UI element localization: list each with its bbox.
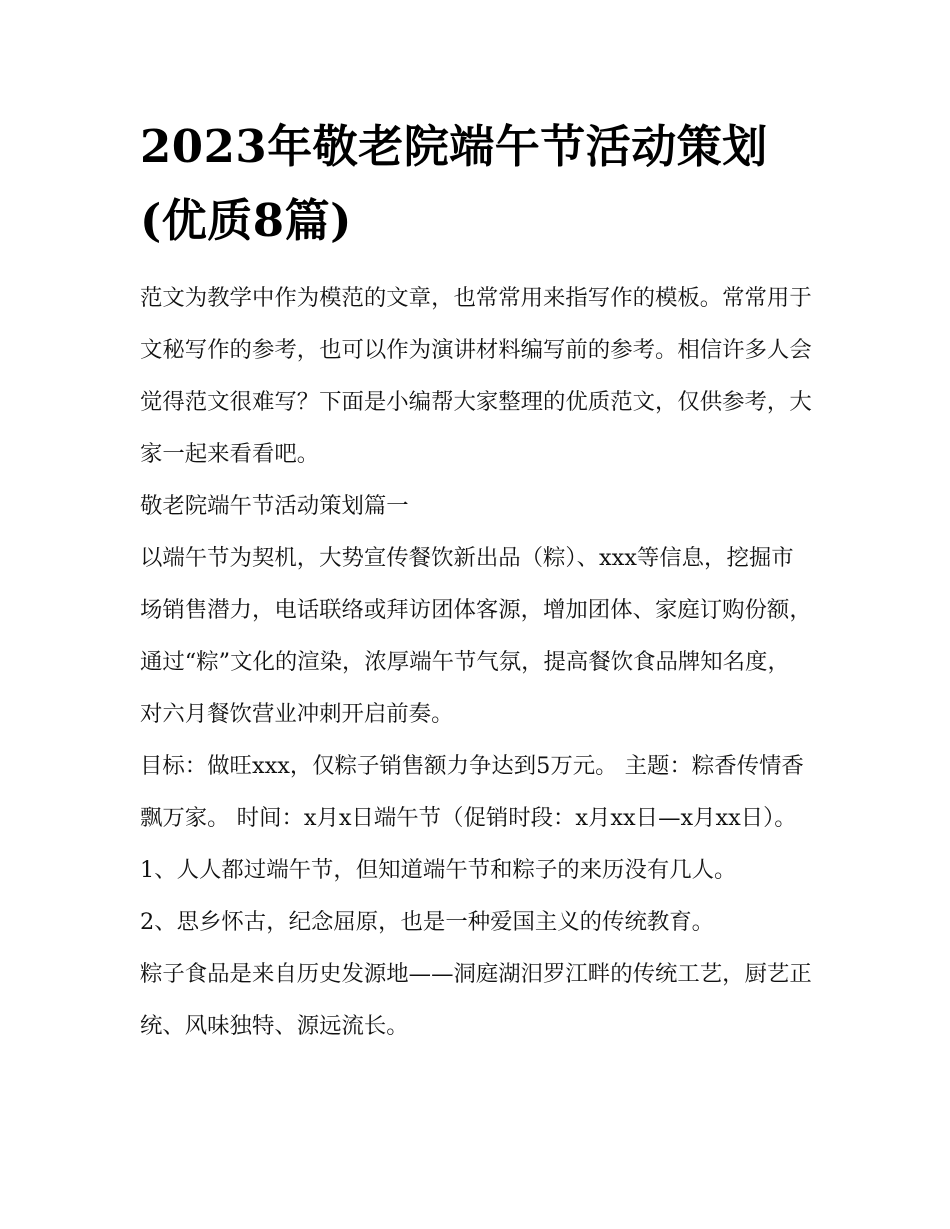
list-item: 1、人人都过端午节，但知道端午节和粽子的来历没有几人。 <box>140 857 737 883</box>
section-heading: 敬老院端午节活动策划篇一 <box>140 493 409 519</box>
intro-paragraph: 范文为教学中作为模范的文章，也常常用来指写作的模板。常常用于文秘写作的参考，也可以作为演讲材料编写前的参考。相信许多人会觉得范文很难写？下面是小编帮大家整理的优质范文，仅供参考，大家一起来看看吧。 <box>140 285 812 467</box>
body-paragraph: 目标：做旺xxx，仅粽子销售额力争达到5万元。 主题：粽香传情香飘万家。 时间：x月x日端午节（促销时段：x月xx日—x月xx日）。 <box>140 753 804 831</box>
body-paragraph: 粽子食品是来自历史发源地——洞庭湖汨罗江畔的传统工艺，厨艺正统、风味独特、源远流长。 <box>140 961 812 1039</box>
list-item: 2、思乡怀古，纪念屈原，也是一种爱国主义的传统教育。 <box>140 909 715 935</box>
document-body <box>140 110 812 1052</box>
body-paragraph: 以端午节为契机，大势宣传餐饮新出品（粽）、xxx等信息，挖掘市场销售潜力，电话联络或拜访团体客源，增加团体、家庭订购份额，通过“粽”文化的渲染，浓厚端午节气氛，提高餐饮食品牌知名度，对六月餐饮营业冲刺开启前奏。 <box>140 545 812 727</box>
document-title: 2023年敬老院端午节活动策划(优质8篇) <box>140 120 768 247</box>
